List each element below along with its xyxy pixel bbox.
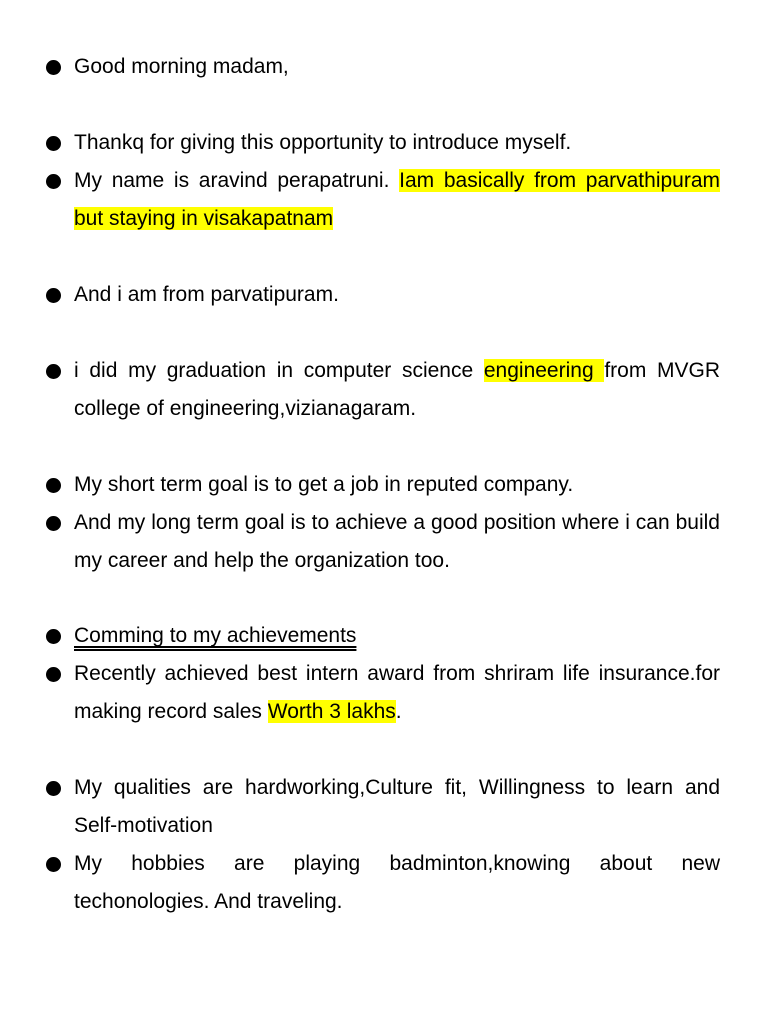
item-text [74, 162, 720, 238]
list-item-hobbies [46, 845, 720, 921]
highlighted-text: engineering [483, 359, 605, 382]
item-text: My hobbies are playing badminton,knowing about new techonologies. And traveling. [74, 852, 720, 913]
list-item-graduation [46, 352, 720, 428]
bullet-icon [46, 136, 61, 151]
list-item-hometown [46, 276, 720, 314]
item-text: Good morning madam, [74, 55, 289, 78]
highlighted-text: Iam basically from parvathipuram but staying in visakapatnam [74, 169, 721, 230]
bullet-icon [46, 478, 61, 493]
list-item-achievements-heading [46, 617, 720, 655]
list-item-long-term-goal [46, 504, 720, 580]
item-text-plain: i did my graduation in computer science [74, 359, 484, 382]
list-item-qualities [46, 769, 720, 845]
bullet-icon [46, 781, 61, 796]
bullet-icon [46, 516, 61, 531]
item-text: My qualities are hardworking,Culture fit, Willingness to learn and Self-motivation [74, 776, 720, 837]
item-text [74, 352, 720, 428]
list-item-thanks [46, 124, 720, 162]
bullet-icon [46, 857, 61, 872]
item-text: And my long term goal is to achieve a good position where i can build my career and help the organization too. [74, 511, 720, 572]
list-item-name [46, 162, 720, 238]
item-text: My short term goal is to get a job in reputed company. [74, 473, 574, 496]
highlighted-text: Worth 3 lakhs [267, 699, 396, 723]
bullet-icon [46, 364, 61, 379]
item-text-plain: . [395, 699, 402, 723]
bullet-icon [46, 174, 61, 189]
item-text [74, 655, 720, 731]
item-text: Thankq for giving this opportunity to introduce myself. [74, 131, 572, 154]
item-text-plain: from MVGR college of engineering,vizianagaram. [74, 359, 721, 420]
bullet-icon [46, 629, 61, 644]
item-text-plain: My name is aravind perapatruni. [74, 169, 400, 192]
list-item-short-term-goal [46, 466, 720, 504]
bullet-icon [46, 60, 61, 75]
item-text [74, 617, 720, 655]
bullet-icon [46, 288, 61, 303]
bullet-icon [46, 667, 61, 682]
item-text-plain: Recently achieved best intern award from shriram life insurance.for making record sales [74, 662, 720, 723]
list-item-award [46, 655, 720, 731]
item-text: And i am from parvatipuram. [74, 283, 339, 306]
underlined-heading: Comming to my achievements [74, 624, 357, 647]
list-item-greeting [46, 48, 720, 86]
